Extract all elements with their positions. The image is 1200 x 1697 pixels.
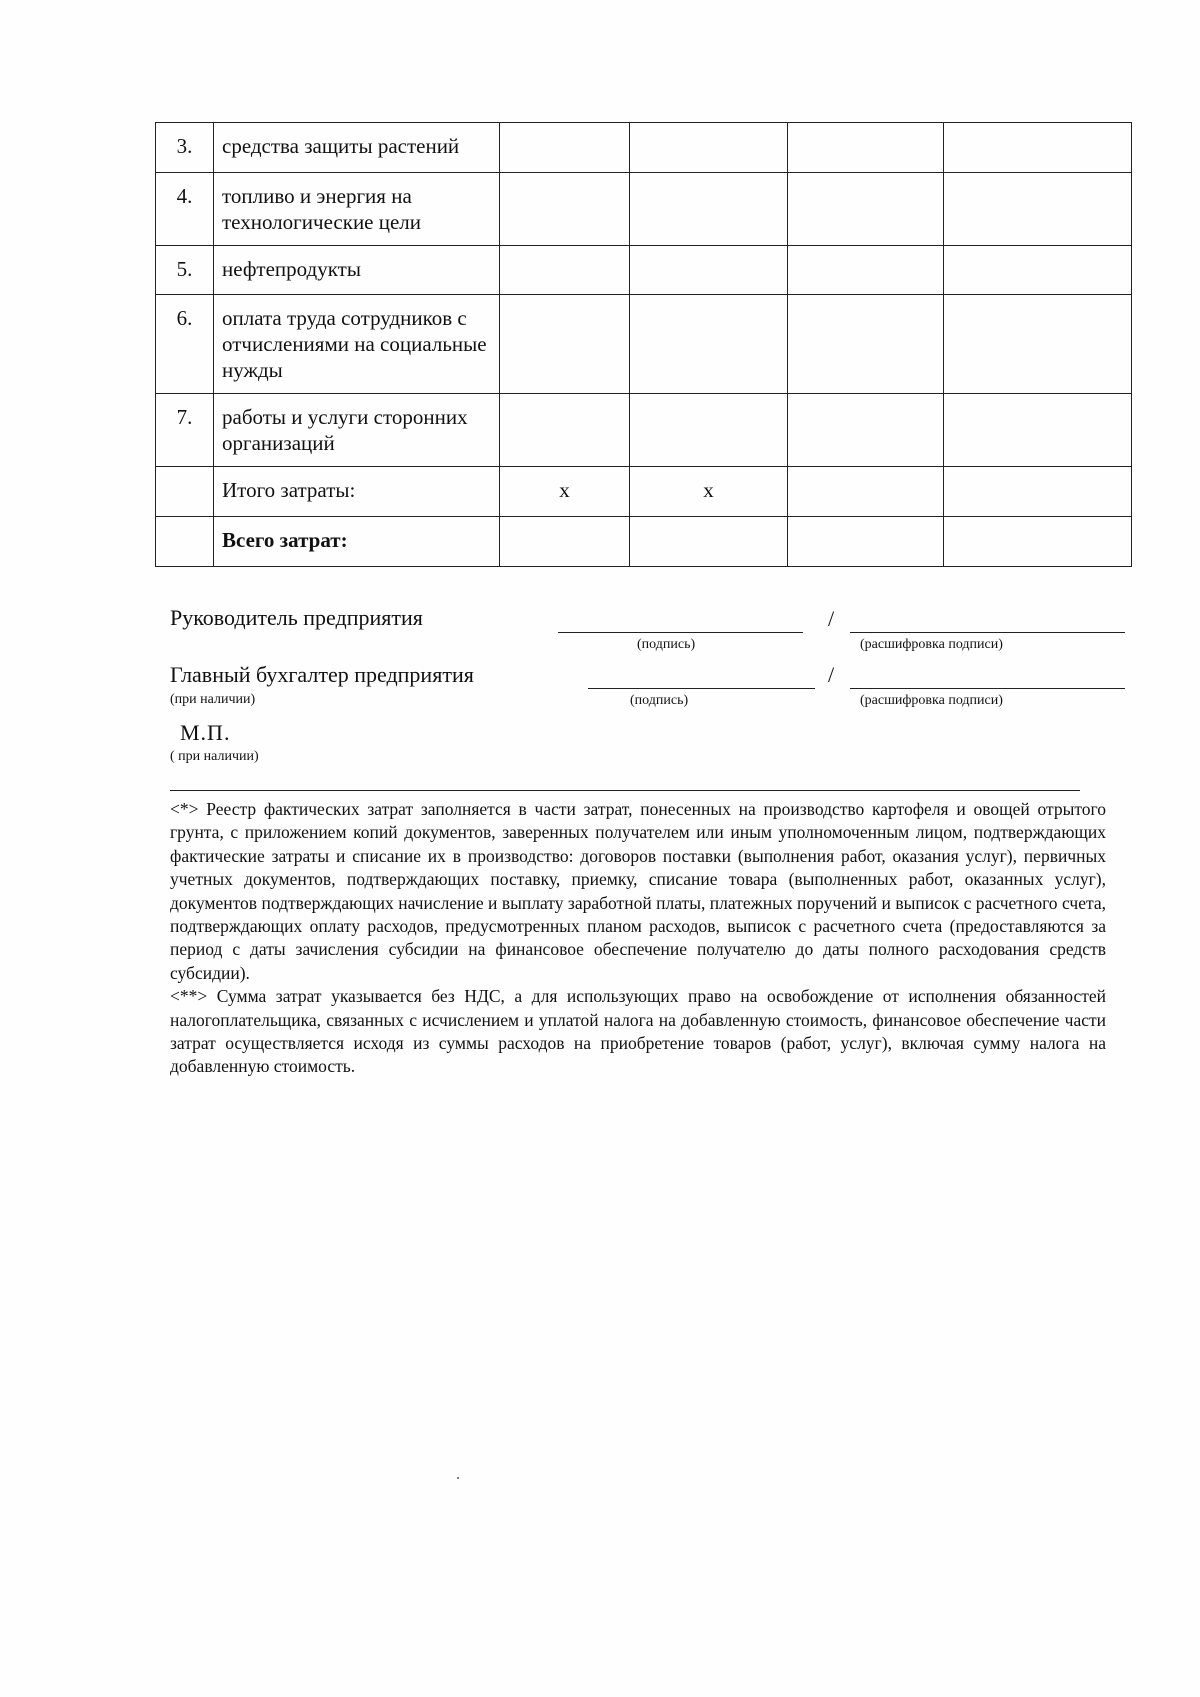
accountant-presence-note: (при наличии) — [170, 692, 256, 707]
footnotes-block — [170, 798, 1106, 1079]
cost-cell — [944, 394, 1132, 467]
head-signature-label: Руководитель предприятия — [170, 605, 423, 630]
cost-cell — [788, 295, 944, 394]
head-decoding-line — [850, 632, 1125, 633]
accountant-signature-line — [588, 688, 815, 689]
cost-cell — [944, 123, 1132, 173]
cost-cell — [500, 394, 630, 467]
table-row — [156, 173, 1132, 246]
cost-cell — [944, 173, 1132, 246]
footnote-divider — [170, 790, 1080, 791]
head-decoding-caption: (расшифровка подписи) — [860, 637, 1003, 652]
cost-cell — [630, 295, 788, 394]
cost-cell — [944, 295, 1132, 394]
cost-item-name: нефтепродукты — [214, 246, 500, 295]
cost-cell — [630, 246, 788, 295]
head-signature-line — [558, 632, 803, 633]
cost-cell — [944, 467, 1132, 517]
accountant-signature-caption: (подпись) — [630, 693, 689, 708]
cost-cell — [630, 173, 788, 246]
cost-cell — [500, 173, 630, 246]
cost-cell — [788, 173, 944, 246]
footnote-2: <**> Сумма затрат указывается без НДС, а для использующих право на освобождение от исполнения обязанностей налогоплательщика, связанных с исчислением и уплатой налога на добавленную стоимость, финансовое обеспечение части затрат осуществляется исходя из суммы расходов на приобретение товаров (работ, услуг), включая сумму налога на добавленную стоимость. — [170, 986, 1106, 1077]
cost-cell: х — [630, 467, 788, 517]
cost-item-name: работы и услуги сторонних организаций — [214, 394, 500, 467]
cost-cell — [788, 467, 944, 517]
cost-cell — [500, 517, 630, 567]
cost-cell — [500, 123, 630, 173]
cost-cell — [500, 295, 630, 394]
cost-cell — [944, 246, 1132, 295]
table-row-total — [156, 517, 1132, 567]
table-row — [156, 123, 1132, 173]
cost-cell — [630, 394, 788, 467]
cost-cell — [788, 123, 944, 173]
accountant-decoding-line — [850, 688, 1125, 689]
row-number: 4. — [156, 173, 214, 246]
stamp-presence-note: ( при наличии) — [170, 749, 259, 764]
accountant-signature-label: Главный бухгалтер предприятия — [170, 662, 474, 687]
stamp-place-label: М.П. — [180, 720, 231, 745]
cost-registry-table — [155, 122, 1132, 567]
accountant-decoding-caption: (расшифровка подписи) — [860, 693, 1003, 708]
head-signature-caption: (подпись) — [637, 637, 696, 652]
cost-cell — [500, 246, 630, 295]
row-number: 5. — [156, 246, 214, 295]
row-number: 3. — [156, 123, 214, 173]
table-row — [156, 295, 1132, 394]
cost-cell — [788, 246, 944, 295]
cost-item-name: оплата труда сотрудников с отчислениями на социальные нужды — [214, 295, 500, 394]
accountant-signature-slash: / — [828, 662, 835, 687]
head-signature-slash: / — [828, 606, 835, 631]
cost-item-name: средства защиты растений — [214, 123, 500, 173]
cost-item-name: Всего затрат: — [214, 517, 500, 567]
cost-cell — [788, 394, 944, 467]
row-number: 6. — [156, 295, 214, 394]
cost-cell — [944, 517, 1132, 567]
cost-cell — [788, 517, 944, 567]
row-number: 7. — [156, 394, 214, 467]
cost-item-name: Итого затраты: — [214, 467, 500, 517]
row-number — [156, 517, 214, 567]
table-row — [156, 246, 1132, 295]
table-row — [156, 394, 1132, 467]
cost-item-name: топливо и энергия на технологические цели — [214, 173, 500, 246]
scan-speck — [457, 1477, 459, 1479]
cost-cell: х — [500, 467, 630, 517]
cost-cell — [630, 123, 788, 173]
cost-cell — [630, 517, 788, 567]
row-number — [156, 467, 214, 517]
footnote-1: <*> Реестр фактических затрат заполняется в части затрат, понесенных на производство картофеля и овощей отрытого грунта, с приложением копий документов, заверенных получателем или иным уполномоченным лицом, подтверждающих фактические затраты и списание их в производство: договоров поставки (выполнения работ, оказания услуг), первичных учетных документов, подтверждающих поставку, приемку, списание товара (выполненных работ, оказанных услуг), документов подтверждающих начисление и выплату заработной платы, платежных поручений и выписок с расчетного счета, подтверждающих оплату расходов, предусмотренных планом расходов, выписок с расчетного счета (предоставляются за период с даты зачисления субсидии на финансовое обеспечение получателю до даты полного расходования средств субсидии). — [170, 799, 1106, 983]
table-row-subtotal — [156, 467, 1132, 517]
